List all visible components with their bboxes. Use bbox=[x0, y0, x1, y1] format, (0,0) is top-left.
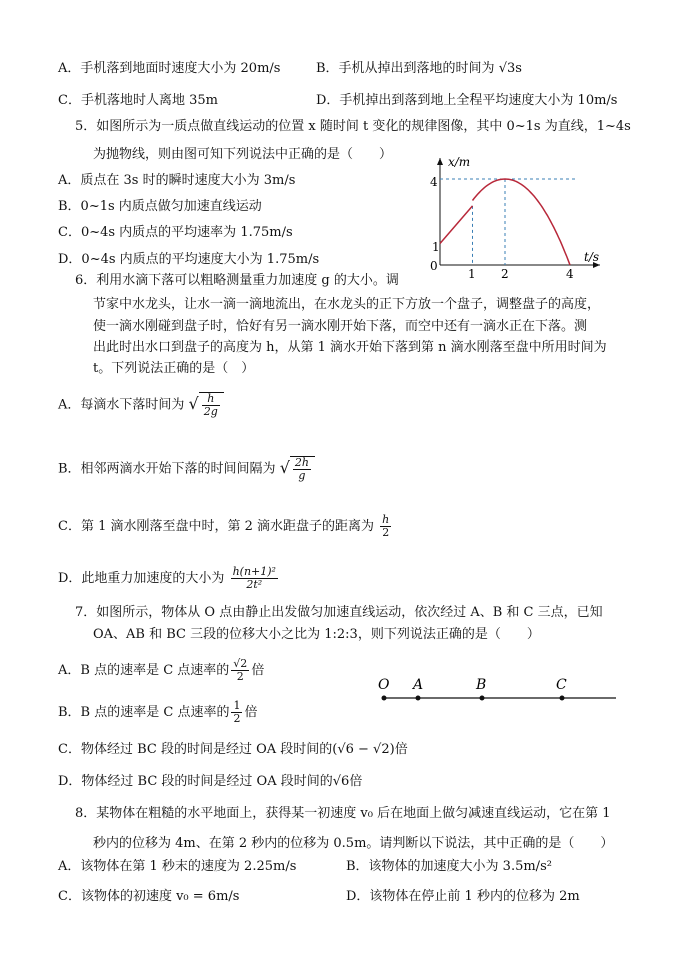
q6-option-a-numerator: h bbox=[202, 393, 220, 406]
q6-option-c bbox=[58, 514, 393, 539]
q7-label-a: A bbox=[413, 677, 424, 693]
q7-option-d-value: √6 bbox=[332, 774, 350, 789]
q5-y-axis-arrow bbox=[437, 158, 443, 165]
q5-parabola-segment bbox=[473, 179, 571, 265]
q4-option-b-value: √3s bbox=[498, 61, 522, 76]
q8-option-a: A．该物体在第 1 秒末的速度为 2.25m/s bbox=[58, 859, 297, 874]
q7-point-a bbox=[416, 696, 421, 701]
q7-option-a-suffix: 倍 bbox=[251, 663, 265, 678]
q7-option-b-text: B．B 点的速率是 C 点速率的 bbox=[58, 705, 230, 720]
q7-option-d bbox=[58, 773, 362, 791]
q7-stem-line-2: OA、AB 和 BC 三段的位移大小之比为 1:2:3，则下列说法正确的是（ ） bbox=[93, 627, 540, 642]
q6-option-b bbox=[58, 456, 315, 482]
q4-option-d: D．手机掉出到落到地上全程平均速度大小为 10m/s bbox=[316, 93, 618, 108]
q6-option-b-formula: √ $\frac{2h}{g}$ bbox=[280, 456, 315, 482]
q6-option-d-denominator: 2t² bbox=[246, 578, 263, 591]
q7-option-d-suffix: 倍 bbox=[349, 774, 363, 789]
q6-option-a-formula: √ $\frac{h}{2g}$ bbox=[189, 392, 224, 418]
q5-option-a: A．质点在 3s 时的瞬时速度大小为 3m/s bbox=[58, 173, 296, 188]
q6-option-d bbox=[58, 566, 280, 591]
q4-option-a: A．手机落到地面时速度大小为 20m/s bbox=[58, 61, 281, 76]
q5-stem-line-2: 为抛物线，则由图可知下列说法中正确的是（ ） bbox=[93, 147, 393, 162]
q5-origin-label: 0 bbox=[430, 259, 438, 273]
q7-option-b-formula bbox=[231, 700, 242, 725]
q7-stem-line-1: 7．如图所示，物体从 O 点由静止出发做匀加速直线运动，依次经过 A、B 和 C 三点，已知 bbox=[75, 605, 603, 620]
q6-option-c-denominator: 2 bbox=[382, 526, 390, 539]
q5-x-tick-1: 1 bbox=[468, 267, 476, 280]
q6-option-d-numerator: h(n+1)² bbox=[232, 565, 276, 578]
q6-option-b-numerator: 2h bbox=[294, 456, 309, 469]
q7-option-c-suffix: 倍 bbox=[394, 742, 408, 757]
q7-option-a-text: A．B 点的速率是 C 点速率的 bbox=[58, 663, 230, 678]
q5-option-d: D．0~4s 内质点的平均速度大小为 1.75m/s bbox=[58, 252, 320, 267]
q6-stem-line-3: 使一滴水刚碰到盘子时，恰好有另一滴水刚开始下落，而空中还有一滴水正在下落。测 bbox=[93, 319, 588, 334]
q8-option-d: D．该物体在停止前 1 秒内的位移为 2m bbox=[346, 889, 580, 904]
q6-option-c-text: C．第 1 滴水刚落至盘中时，第 2 滴水距盘子的距离为 bbox=[58, 519, 375, 534]
q6-option-d-formula bbox=[231, 566, 278, 591]
q7-option-c-value: (√6 − √2) bbox=[332, 742, 395, 757]
q7-option-c-text: C．物体经过 BC 段的时间是经过 OA 段时间的 bbox=[58, 742, 333, 757]
q7-option-d-text: D．物体经过 BC 段的时间是经过 OA 段时间的 bbox=[58, 774, 333, 789]
q6-stem-line-4: 出此时出水口到盘子的高度为 h，从第 1 滴水开始下落到第 n 滴水刚落至盘中所用时间为 bbox=[93, 340, 607, 355]
q7-option-b-numerator: 1 bbox=[233, 699, 241, 712]
q5-y-axis-label: x/m bbox=[448, 155, 471, 169]
q7-label-b: B bbox=[476, 677, 487, 693]
q5-option-c: C．0~4s 内质点的平均速率为 1.75m/s bbox=[58, 225, 293, 240]
q5-x-tick-4: 4 bbox=[566, 267, 574, 280]
q4-option-c: C．手机落地时人离地 35m bbox=[58, 93, 218, 108]
q7-option-a-denominator: 2 bbox=[236, 670, 244, 683]
q8-option-c: C．该物体的初速度 v₀ = 6m/s bbox=[58, 889, 240, 904]
q5-linear-segment bbox=[440, 206, 473, 244]
q5-x-tick-2: 2 bbox=[501, 267, 509, 280]
q6-option-c-numerator: h bbox=[382, 513, 390, 526]
q6-option-a-denominator: 2g bbox=[203, 405, 218, 418]
q5-y-tick-4: 4 bbox=[430, 175, 438, 189]
q7-option-b-suffix: 倍 bbox=[244, 705, 258, 720]
q6-option-c-formula bbox=[380, 514, 391, 539]
q7-point-o bbox=[382, 696, 387, 701]
q8-stem-line-1: 8．某物体在粗糙的水平地面上，获得某一初速度 v₀ 后在地面上做匀减速直线运动，它在第 1 bbox=[75, 806, 611, 821]
q7-label-o: O bbox=[378, 677, 390, 693]
q8-option-b: B．该物体的加速度大小为 3.5m/s² bbox=[346, 859, 552, 874]
q7-point-b bbox=[480, 696, 485, 701]
q4-option-b-text: B．手机从掉出到落地的时间为 bbox=[316, 61, 499, 76]
q7-option-b-denominator: 2 bbox=[233, 712, 241, 725]
q5-x-axis-label: t/s bbox=[584, 250, 600, 264]
q7-option-a-formula bbox=[231, 658, 249, 683]
q6-option-b-text: B．相邻两滴水开始下落的时间间隔为 bbox=[58, 461, 276, 477]
q4-option-b bbox=[316, 60, 522, 78]
q5-stem-line-1: 5．如图所示为一质点做直线运动的位置 x 随时间 t 变化的规律图像，其中 0~1s 为直线，1~4s bbox=[75, 119, 631, 134]
q5-option-b: B．0~1s 内质点做匀加速直线运动 bbox=[58, 199, 262, 214]
q6-option-b-denominator: g bbox=[298, 469, 306, 482]
q6-option-a-text: A．每滴水下落时间为 bbox=[58, 397, 185, 413]
q7-option-c bbox=[58, 741, 408, 759]
q5-y-tick-1: 1 bbox=[432, 240, 440, 254]
q7-point-c bbox=[560, 696, 565, 701]
q7-option-a-numerator: √2 bbox=[233, 657, 248, 670]
q7-points-diagram bbox=[370, 674, 620, 706]
q6-stem-line-5: t。下列说法正确的是（ ） bbox=[93, 361, 255, 376]
q6-option-d-text: D．此地重力加速度的大小为 bbox=[58, 571, 225, 586]
q6-option-a bbox=[58, 392, 224, 418]
q7-option-a bbox=[58, 658, 264, 683]
q8-stem-line-2: 秒内的位移为 4m、在第 2 秒内的位移为 0.5m。请判断以下说法，其中正确的是（ ） bbox=[93, 836, 614, 851]
q5-position-time-graph bbox=[420, 150, 610, 280]
q7-label-c: C bbox=[556, 677, 567, 693]
q6-stem-line-1: 6．利用水滴下落可以粗略测量重力加速度 g 的大小。调 bbox=[75, 273, 399, 288]
q6-stem-line-2: 节家中水龙头，让水一滴一滴地流出，在水龙头的正下方放一个盘子，调整盘子的高度， bbox=[93, 297, 601, 312]
q7-option-b bbox=[58, 700, 257, 725]
